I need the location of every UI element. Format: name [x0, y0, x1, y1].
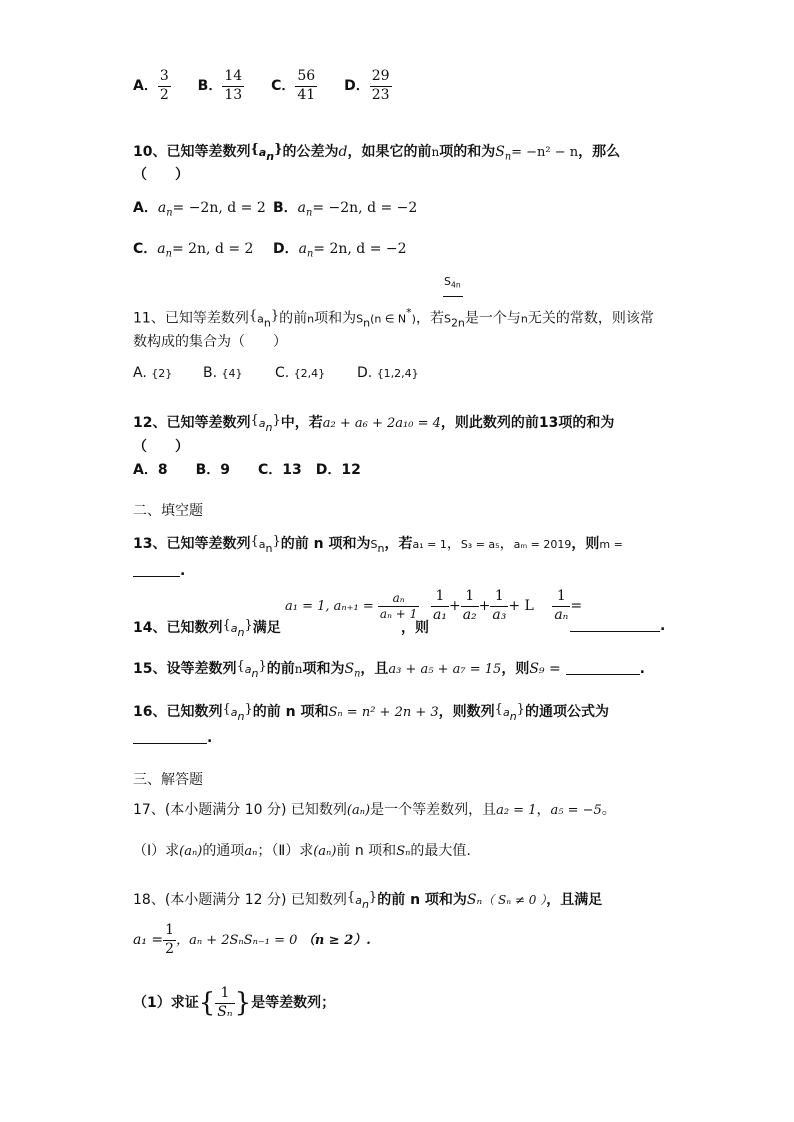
q10-paren: （ ）: [133, 167, 189, 183]
q12-stem: 12、已知等差数列$\{a_n\}$中，若a₂ + a₆ + 2a₁₀ = 4，则此数列的前13项的和为: [133, 413, 615, 434]
q11-option-d: D. {1,2,4}: [357, 365, 419, 381]
q14-sum: $\frac{1}{\text{a₁}}$ + $\frac{1}{\text{a₂}}$ + $\frac{1}{\text{a₃}}$ + L $\frac{1}{\text{aₙ}}$ =: [433, 588, 583, 623]
q17-stem: 17、(本小题满分 10 分) 已知数列(aₙ)是一个等差数列，且a₂ = 1，a₅ = −5。: [133, 802, 616, 818]
q18-part1: （1）求证{ $\frac{1}{\text{Sₙ}}$ }是等差数列；: [133, 985, 336, 1020]
q14-cond-frac: a₁ = 1, aₙ₊₁ = $\frac{\text{aₙ}}{\text{aₙ + 1}}$: [285, 591, 418, 621]
q14-answer-blank[interactable]: .: [570, 617, 665, 634]
q11-frac-bar: [443, 296, 463, 297]
q18-stem: 18、(本小题满分 12 分) 已知数列$\{a_n\}$的前 n 项和为Sₙ（ Sₙ ≠ 0 ），且满足: [133, 890, 603, 911]
q16-stem: 16、已知数列$\{a_n\}$的前 n 项和Sₙ = n² + 2n + 3，则数列$\{a_n\}$的通项公式为: [133, 702, 609, 723]
q9-option-b: B． $\frac{14}{13}$: [197, 68, 243, 103]
q9-option-a: A． $\frac{3}{2}$: [133, 68, 169, 103]
q11-frac-num: $S_{4n}$: [444, 275, 461, 290]
q11-stem: 11、已知等差数列$\{a_n\}$的前n项和为$S_n(n$ ∈ N*)，若$S_{2n}$是一个与n无关的常数，则该常: [133, 306, 654, 330]
q11-option-b: B. {4}: [203, 365, 243, 381]
q14-then: ，则: [401, 620, 429, 636]
q10-option-c: C．$a_n= 2n$, d = 2: [133, 241, 254, 260]
q17-parts: （Ⅰ）求(aₙ)的通项aₙ；（Ⅱ）求(aₙ)前 n 项和Sₙ的最大值.: [133, 843, 471, 859]
q9-option-d: D． $\frac{29}{23}$: [344, 68, 390, 103]
q9-options: [133, 68, 392, 104]
q10-option-a: A．$a_n= -2n$, d = 2: [133, 200, 266, 219]
q10-option-d: D．$a_n= 2n$, d = −2: [273, 241, 407, 260]
q11-option-a: A. {2}: [133, 365, 173, 381]
q10-stem: 10、已知等差数列$\{a_n\}$的公差为d，如果它的前n项的和为$S_n= -n^2 - n$，那么: [133, 142, 621, 163]
q10-option-b: B．$a_n= -2n$, d = −2: [273, 200, 418, 219]
q16-answer-blank[interactable]: .: [133, 729, 212, 746]
q18-condition: a₁ = $\frac{1}{2}$ ，aₙ + 2SₙSₙ₋₁ = 0 （n ≥ 2）.: [133, 922, 371, 957]
q9-option-c: C． $\frac{56}{41}$: [271, 68, 316, 103]
q13-answer-blank[interactable]: .: [133, 562, 185, 579]
section-title-solve: 三、解答题: [133, 772, 203, 788]
q11-line2: 数构成的集合为（ ）: [133, 334, 287, 350]
q11-option-c: C. {2,4}: [275, 365, 326, 381]
q12-options: A．8 B．9 C．13 D．12: [133, 462, 361, 478]
q15-stem: 15、设等差数列$\{a_n\}$的前n项和为$S_n$，且a₃ + a₅ + a₇ = 15，则S₉ = .: [133, 659, 645, 680]
q13-stem: 13、已知等差数列$\{a_n\}$的前 n 项和为$S_n$，若a₁ = 1，S₃ = a₅，aₘ = 2019，则m =: [133, 534, 623, 555]
q14-stem: 14、已知数列$\{a_n\}$满足: [133, 618, 281, 639]
q12-paren: （ ）: [133, 439, 189, 455]
section-title-fill-blank: 二、填空题: [133, 503, 203, 519]
